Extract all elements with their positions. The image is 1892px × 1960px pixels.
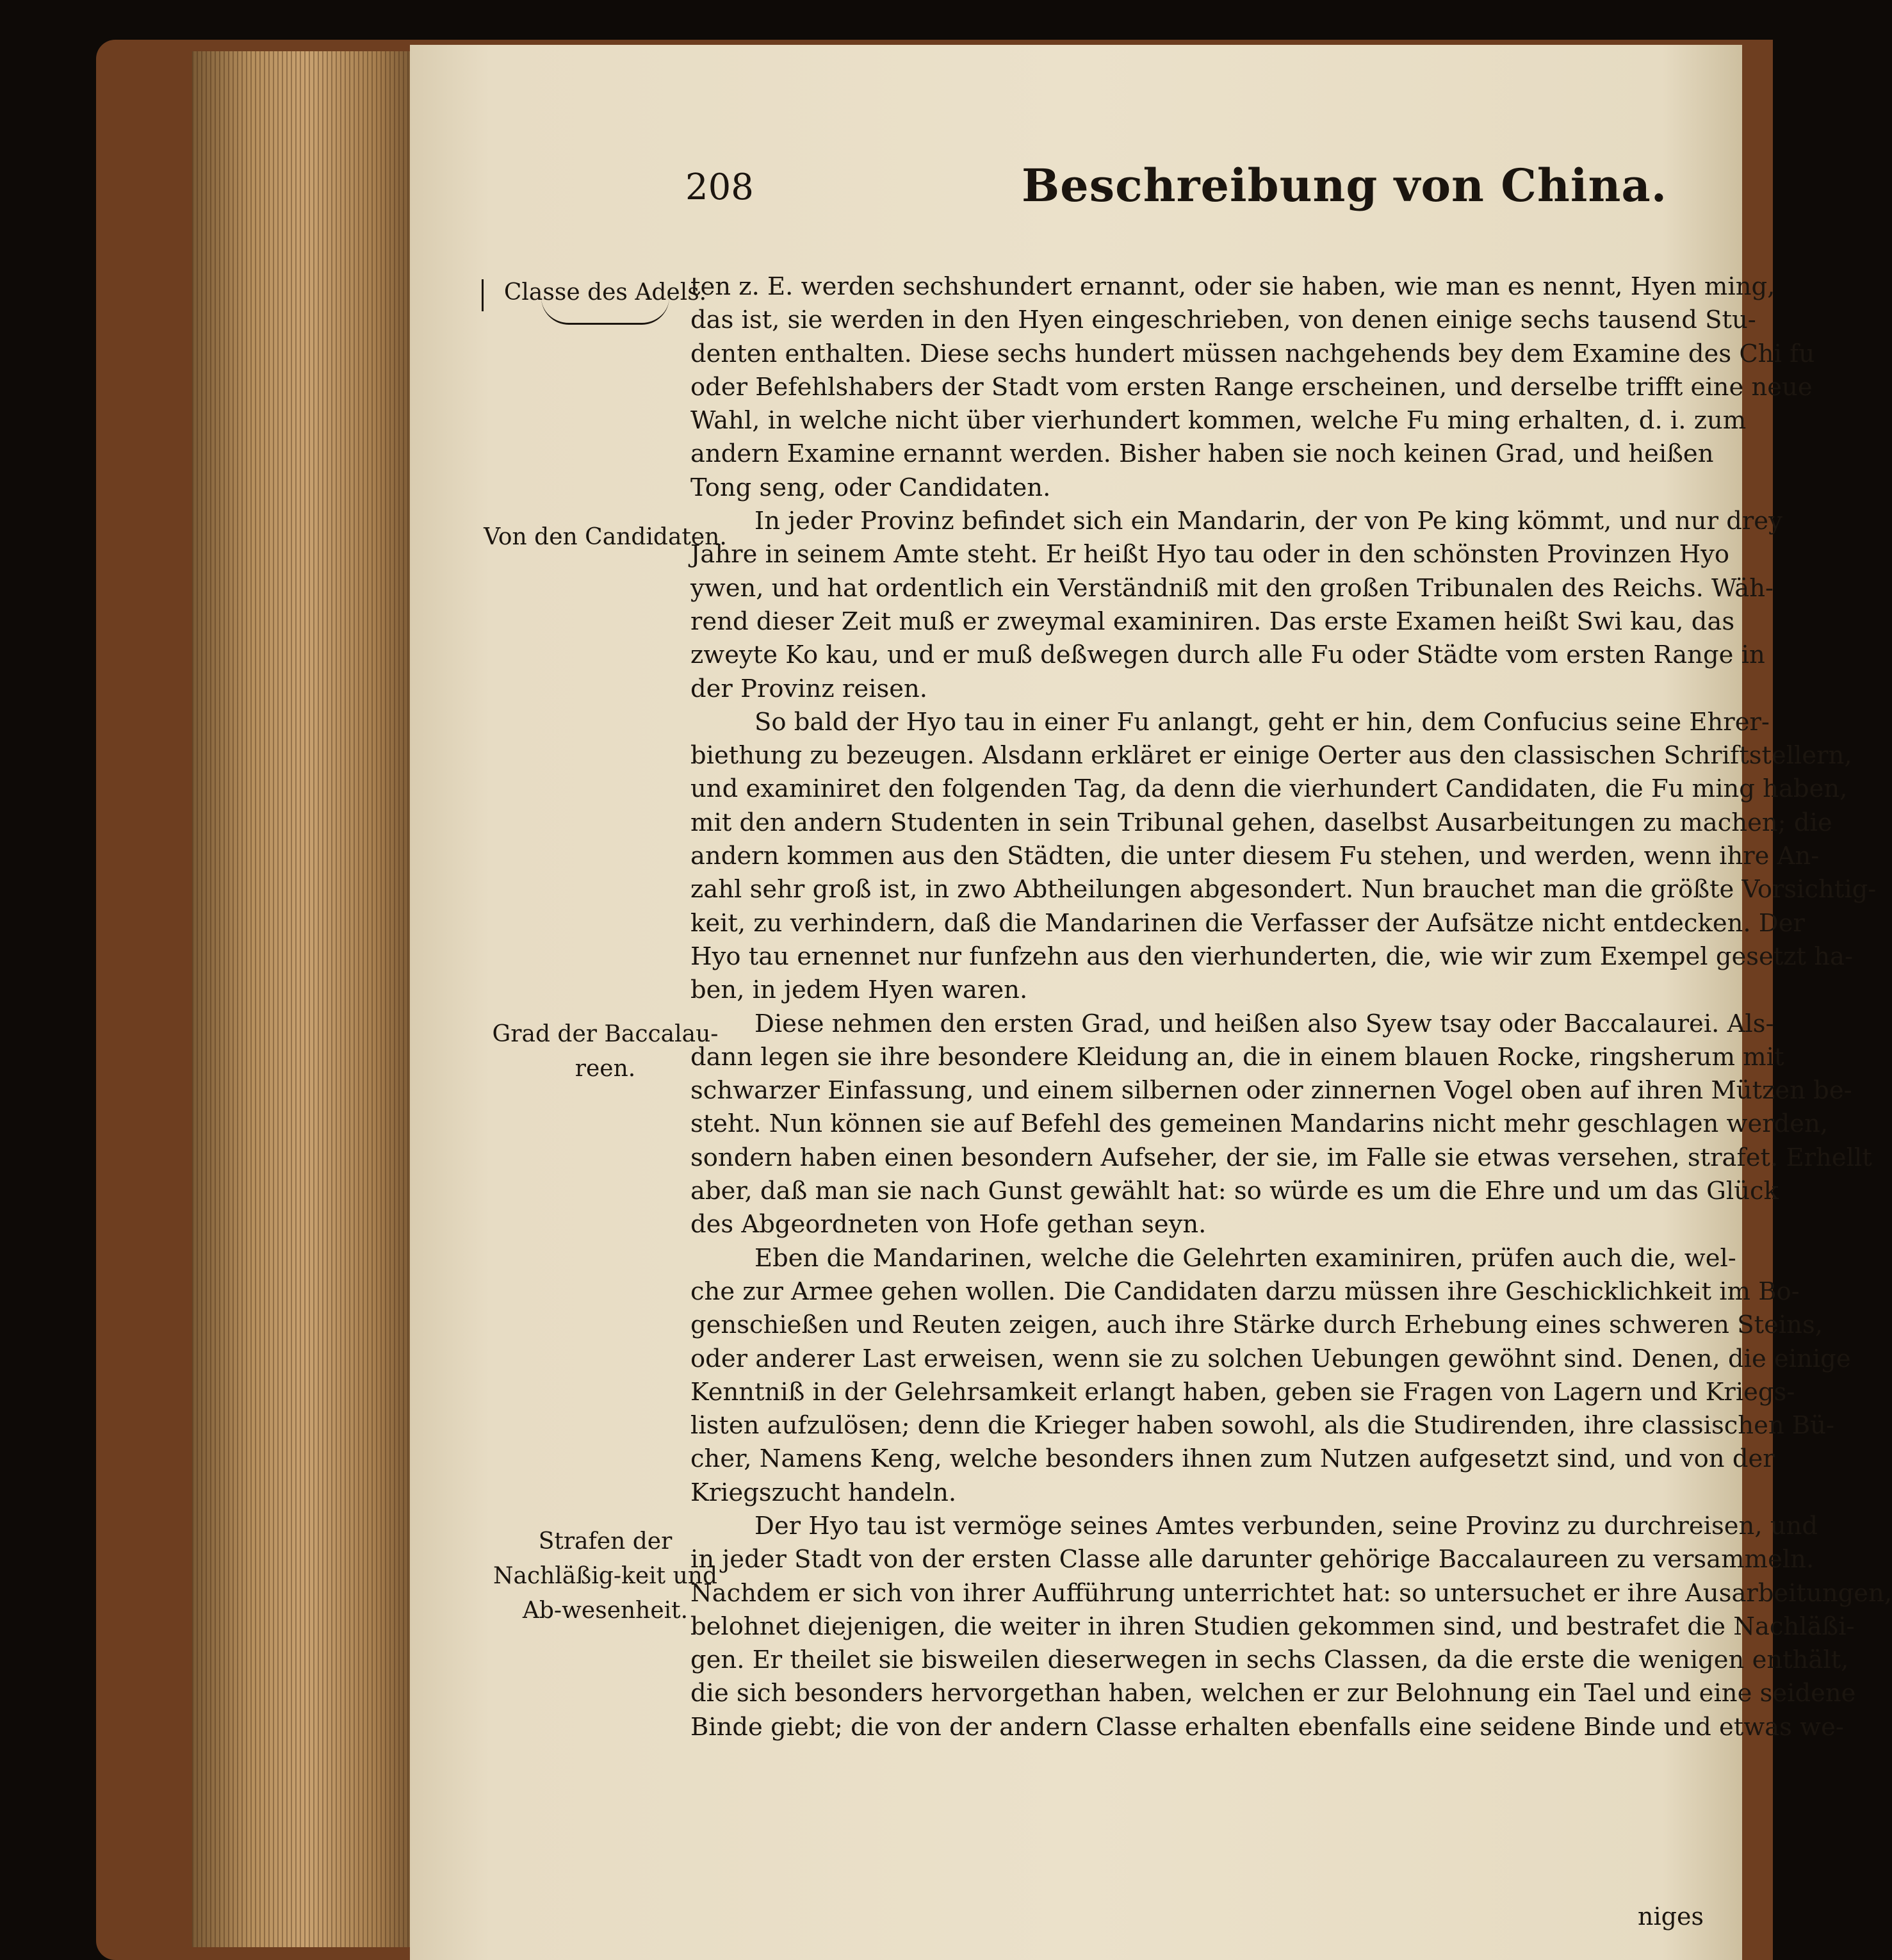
text-line: Wahl, in welche nicht über vierhundert kommen, welche Fu ming erhalten, d. i. zum — [690, 406, 1747, 436]
text-line: das ist, sie werden in den Hyen eingeschrieben, von denen einige sechs tausend Stu- — [690, 306, 1756, 335]
text-line: biethung zu bezeugen. Alsdann erkläret er einige Oerter aus den classischen Schriftstellern, — [690, 741, 1852, 771]
text-line: denten enthalten. Diese sechs hundert müssen nachgehends bey dem Examine des Chi fu — [690, 339, 1815, 368]
text-line: che zur Armee gehen wollen. Die Candidaten darzu müssen ihre Geschicklichkeit im Bo- — [690, 1277, 1800, 1306]
text-line: der Provinz reisen. — [690, 674, 928, 703]
text-line: sondern haben einen besondern Aufseher, der sie, im Falle sie etwas versehen, strafet. Erhellt — [690, 1143, 1872, 1172]
page-edges — [192, 51, 423, 1947]
text-line: Tong seng, oder Candidaten. — [690, 473, 1051, 502]
text-line: Hyo tau ernennet nur funfzehn aus den vierhunderten, die, wie wir zum Exempel gesetzt ha- — [690, 942, 1854, 971]
text-line: dann legen sie ihre besondere Kleidung an, die in einem blauen Rocke, ringsherum mit — [690, 1042, 1784, 1072]
text-line: genschießen und Reuten zeigen, auch ihre Stärke durch Erhebung eines schweren Steins, — [690, 1311, 1823, 1340]
margin-note-strafen: Strafen der Nachläßig-keit und Ab-wesenheit. — [493, 1528, 717, 1624]
catchword: niges — [1638, 1902, 1704, 1931]
text-line: gen. Er theilet sie bisweilen dieserwegen in sechs Classen, da die erste die wenigen enthält, — [690, 1646, 1849, 1675]
text-line: Eben die Mandarinen, welche die Gelehrten examiniren, prüfen auch die, wel- — [754, 1243, 1736, 1273]
text-line: belohnet diejenigen, die weiter in ihren Studien gekommen sind, und bestrafet die Nachläßi- — [690, 1612, 1855, 1641]
text-line: andern kommen aus den Städten, die unter diesem Fu stehen, und werden, wenn ihre An- — [690, 842, 1820, 871]
text-line: oder Befehlshabers der Stadt vom ersten Range erscheinen, und derselbe trifft eine neue — [690, 372, 1813, 402]
text-line: Der Hyo tau ist vermöge seines Amtes verbunden, seine Provinz zu durchreisen, und — [754, 1511, 1818, 1540]
text-line: die sich besonders hervorgethan haben, welchen er zur Belohnung ein Tael und eine seidene — [690, 1679, 1856, 1708]
text-line: mit den andern Studenten in sein Tribunal gehen, daselbst Ausarbeitungen zu machen; die — [690, 808, 1832, 837]
text-line: Kenntniß in der Gelehrsamkeit erlangt haben, geben sie Fragen von Lagern und Kriegs- — [690, 1377, 1795, 1407]
text-line: ten z. E. werden sechshundert ernannt, oder sie haben, wie man es nennt, Hyen ming, — [690, 272, 1775, 301]
page-number: 208 — [685, 167, 754, 208]
text-line: aber, daß man sie nach Gunst gewählt hat: so würde es um die Ehre und um das Glück — [690, 1177, 1779, 1206]
text-line: keit, zu verhindern, daß die Mandarinen die Verfasser der Aufsätze nicht entdecken. Der — [690, 908, 1805, 938]
text-line: Nachdem er sich von ihrer Aufführung unterrichtet hat: so untersuchet er ihre Ausarbeitungen, — [690, 1578, 1892, 1608]
text-line: des Abgeordneten von Hofe gethan seyn. — [690, 1210, 1207, 1239]
text-line: Diese nehmen den ersten Grad, und heißen also Syew tsay oder Baccalaurei. Als- — [754, 1009, 1774, 1038]
margin-note-text: Classe des Adels. — [503, 279, 707, 306]
text-line: listen aufzulösen; denn die Krieger haben sowohl, als die Studirenden, ihre classischen Bü- — [690, 1411, 1834, 1441]
running-header: Beschreibung von China. — [1022, 159, 1668, 212]
margin-note-candidaten: Von den Candidaten. — [484, 524, 727, 550]
margin-note-baccalaureen: Grad der Baccalau-reen. — [492, 1021, 719, 1082]
text-line: ywen, und hat ordentlich ein Verständniß mit den großen Tribunalen des Reichs. Wäh- — [690, 573, 1774, 603]
text-line: zahl sehr groß ist, in zwo Abtheilungen abgesondert. Nun brauchet man die größte Vorsichtig- — [690, 875, 1877, 904]
text-line: oder anderer Last erweisen, wenn sie zu solchen Uebungen gewöhnt sind. Denen, die einige — [690, 1344, 1851, 1373]
text-line: rend dieser Zeit muß er zweymal examiniren. Das erste Examen heißt Swi kau, das — [690, 607, 1735, 636]
text-line: cher, Namens Keng, welche besonders ihnen zum Nutzen aufgesetzt sind, und von der — [690, 1444, 1775, 1474]
text-line: andern Examine ernannt werden. Bisher haben sie noch keinen Grad, und heißen — [690, 439, 1714, 469]
text-line: in jeder Stadt von der ersten Classe alle darunter gehörige Baccalaureen zu versammeln. — [690, 1545, 1815, 1574]
brace-mark — [482, 279, 490, 311]
body-text — [690, 270, 1892, 1744]
text-line: Jahre in seinem Amte steht. Er heißt Hyo tau oder in den schönsten Provinzen Hyo — [690, 540, 1730, 569]
text-line: schwarzer Einfassung, und einem silbernen oder zinnernen Vogel oben auf ihren Mützen be- — [690, 1076, 1852, 1106]
book-page — [410, 45, 1892, 1960]
text-line: In jeder Provinz befindet sich ein Mandarin, der von Pe king kömmt, und nur drey — [754, 507, 1782, 536]
text-line: Binde giebt; die von der andern Classe erhalten ebenfalls eine seidene Binde und etwas we- — [690, 1712, 1844, 1742]
text-line: steht. Nun können sie auf Befehl des gemeinen Mandarins nicht mehr geschlagen werden, — [690, 1109, 1829, 1139]
text-line: und examiniret den folgenden Tag, da denn die vierhundert Candidaten, die Fu ming haben, — [690, 774, 1848, 804]
text-line: Kriegszucht handeln. — [690, 1478, 957, 1507]
text-line: zweyte Ko kau, und er muß deßwegen durch alle Fu oder Städte vom ersten Range in — [690, 641, 1765, 670]
text-line: ben, in jedem Hyen waren. — [690, 976, 1028, 1005]
text-line: So bald der Hyo tau in einer Fu anlangt, geht er hin, dem Confucius seine Ehrer- — [754, 707, 1770, 737]
